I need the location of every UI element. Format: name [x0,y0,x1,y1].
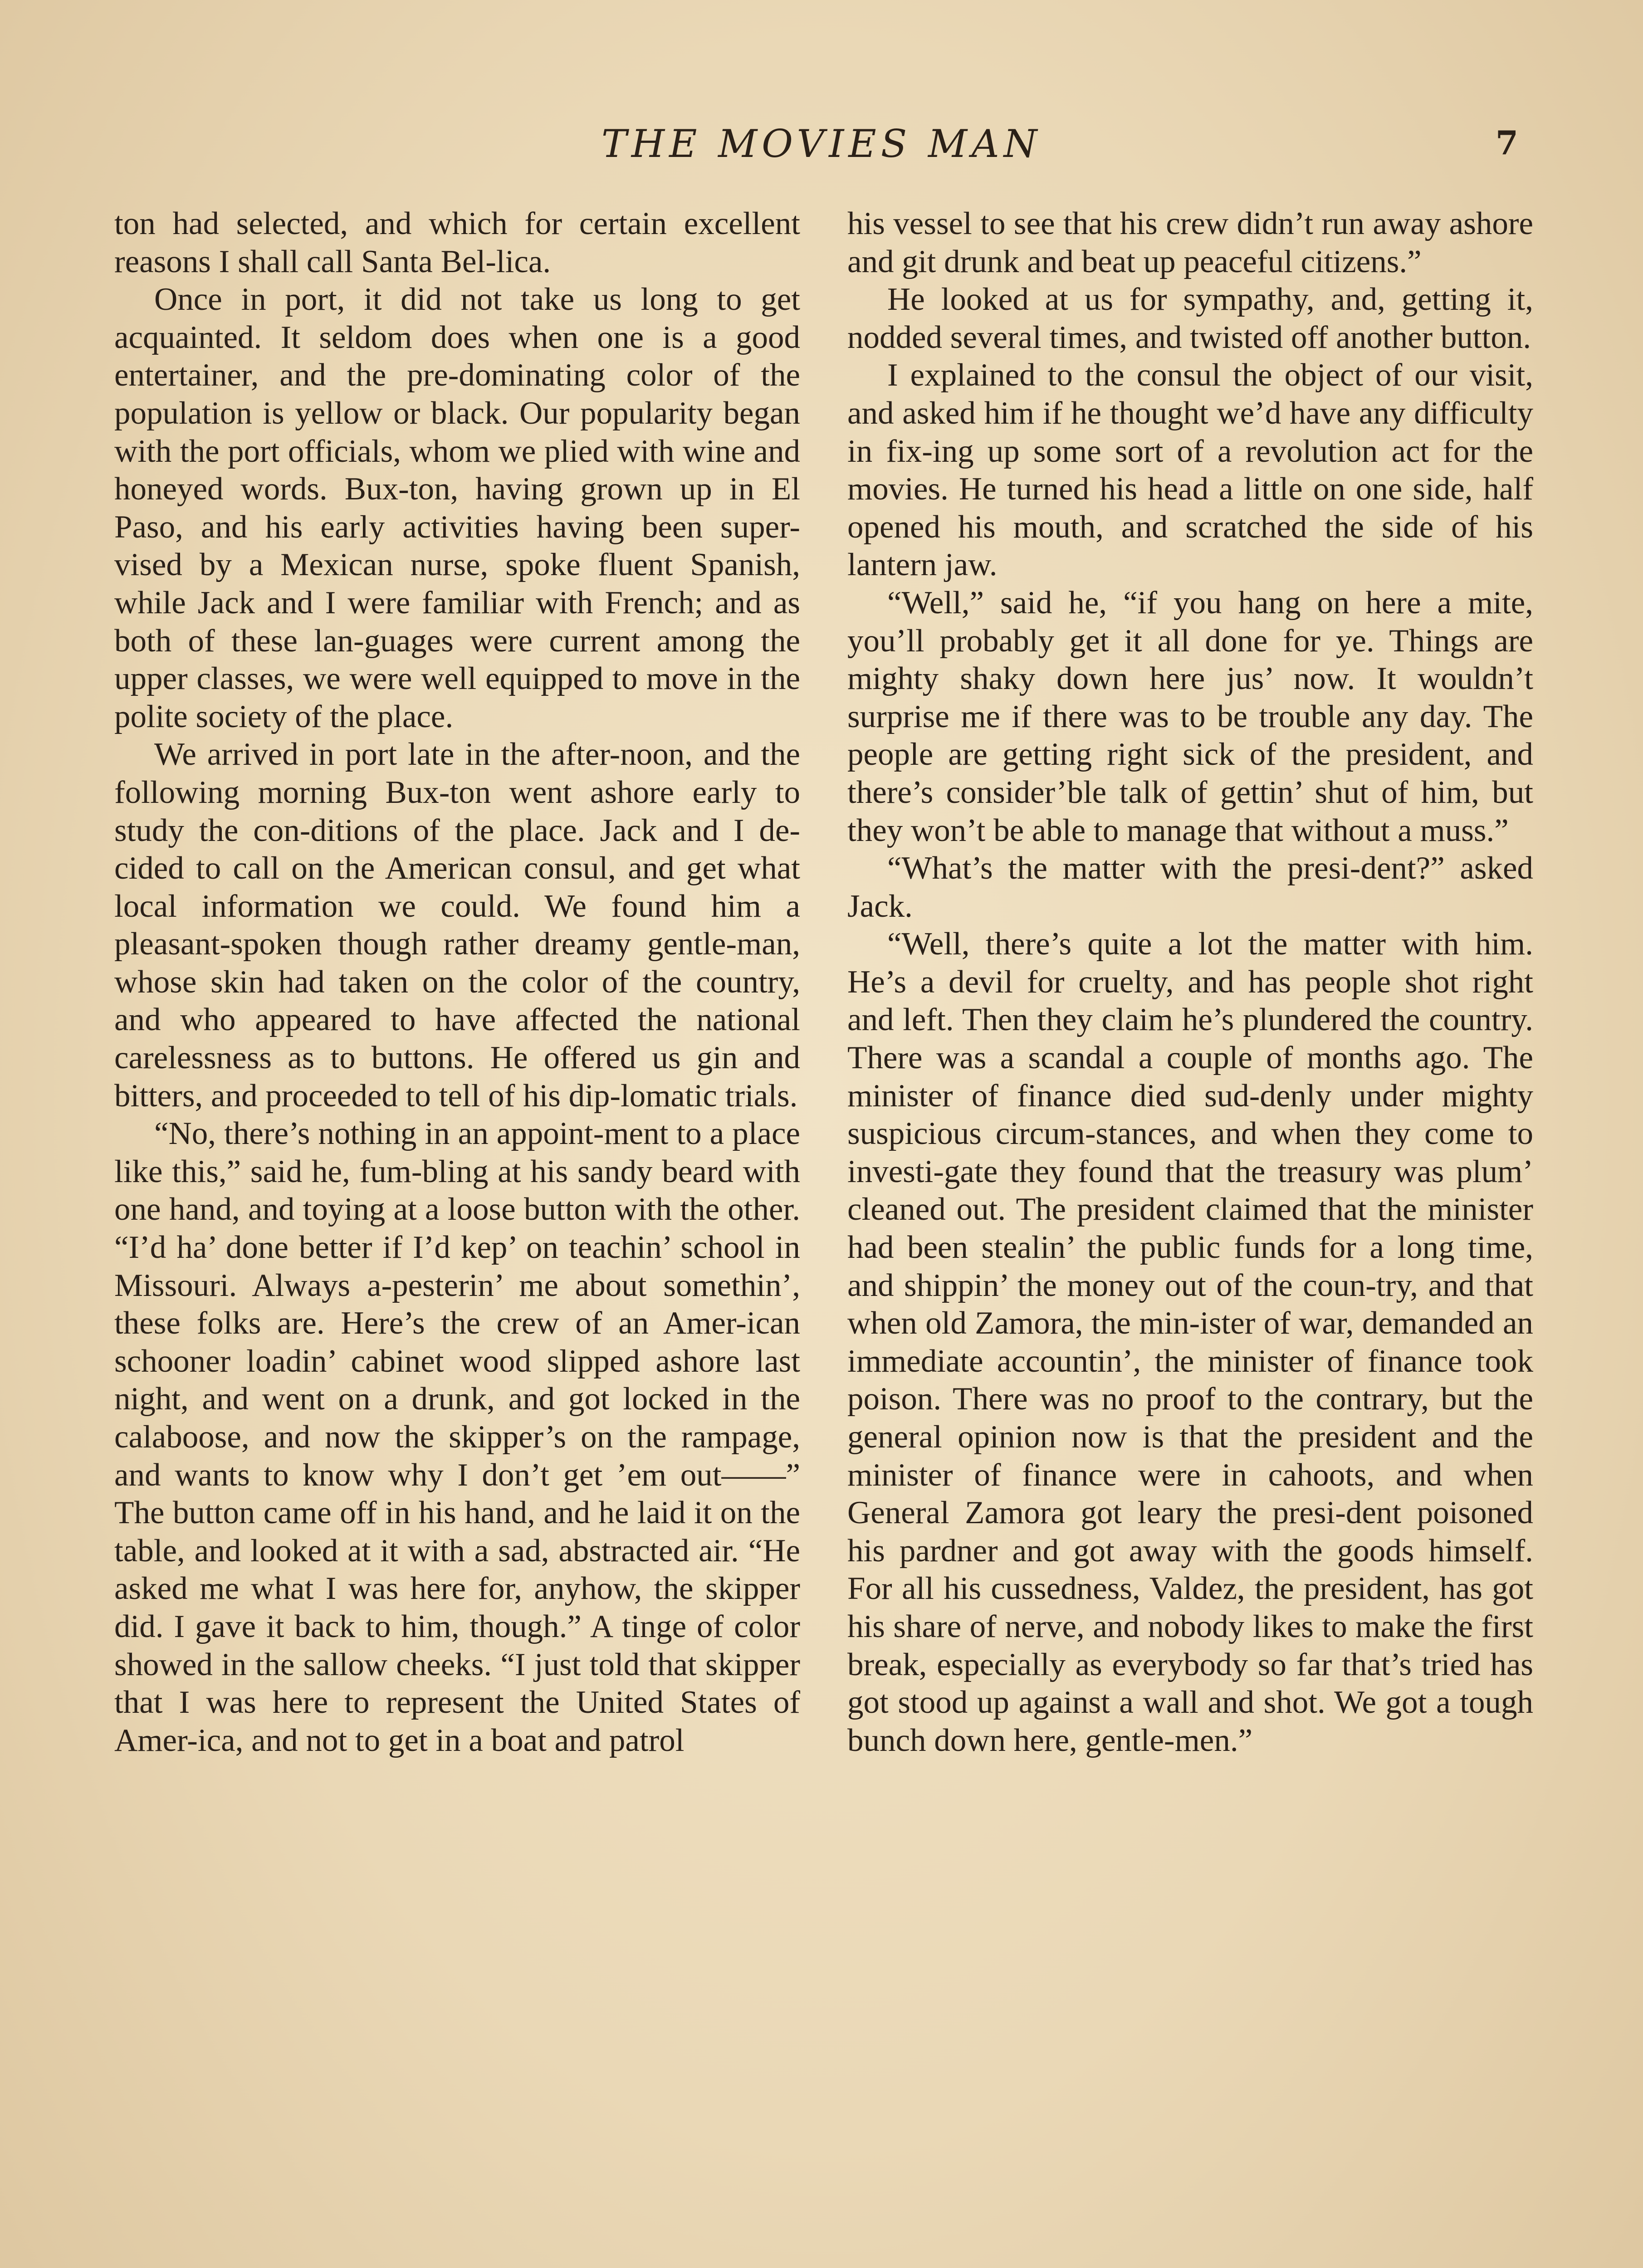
paragraph: “No, there’s nothing in an appoint-ment to a place like this,” said he, fum-bling at his sandy beard with one hand, and toying at a loose button with the other. “I’d ha’ done better if I’d kep’ on teachin’ school in Missouri. Always a-pesterin’ me about somethin’, these folks are. Here’s the crew of an Amer-ican schooner loadin’ cabinet wood slipped ashore last night, and went on a drunk, and got locked in the calaboose, and now the skipper’s on the rampage, and wants to know why I don’t get ’em out——” The button came off in his hand, and he laid it on the table, and looked at it with a sad, abstracted air. “He asked me what I was here for, anyhow, the skipper did. I gave it back to him, though.” A tinge of color showed in the sallow cheeks. “I just told that skipper that I was here to represent the United States of Amer-ica, and not to get in a boat and patrol [114,1116,800,1758]
paragraph: He looked at us for sympathy, and, getting it, nodded several times, and twisted off another button. [847,282,1533,355]
left-column [114,205,800,1760]
paragraph: Once in port, it did not take us long to get acquainted. It seldom does when one is a good entertainer, and the pre-dominating color of the population is yellow or black. Our popularity began with the port officials, whom we plied with wine and honeyed words. Bux-ton, having grown up in El Paso, and his early activities having been super-vised by a Mexican nurse, spoke fluent Spanish, while Jack and I were familiar with French; and as both of these lan-guages were current among the upper classes, we were well equipped to move in the polite society of the place. [114,282,800,734]
paragraph: I explained to the consul the object of our visit, and asked him if he thought we’d have any difficulty in fix-ing up some sort of a revolution act for the movies. He turned his head a little on one side, half opened his mouth, and scratched the side of his lantern jaw. [847,357,1533,583]
running-title: THE MOVIES MAN [601,122,1042,166]
paragraph: ton had selected, and which for certain excellent reasons I shall call Santa Bel-lica. [114,206,800,279]
paragraph: “Well,” said he, “if you hang on here a mite, you’ll probably get it all done for ye. Things are mighty shaky down here jus’ now. It wouldn’t surprise me if there was to be trouble any day. The people are getting right sick of the president, and there’s consider’ble talk of gettin’ shut of him, but they won’t be able to manage that without a muss.” [847,585,1533,848]
paragraph: “Well, there’s quite a lot the matter with him. He’s a devil for cruelty, and has people shot right and left. Then they claim he’s plundered the country. There was a scandal a couple of months ago. The minister of finance died sud-denly under mighty suspicious circum-stances, and when they come to investi-gate they found that the treasury was plum’ cleaned out. The president claimed that the minister had been stealin’ the public funds for a long time, and shippin’ the money out of the coun-try, and that when old Zamora, the min-ister of war, demanded an immediate accountin’, the minister of finance took poison. There was no proof to the contrary, but the general opinion now is that the president and the minister of finance were in cahoots, and when General Zamora got leary the presi-dent poisoned his pardner and got away with the goods himself. For all his cussedness, Valdez, the president, has got his share of nerve, and nobody likes to make the first break, especially as everybody so far that’s tried has got stood up against a wall and shot. We got a tough bunch down here, gentle-men.” [847,926,1533,1758]
page-number: 7 [1495,123,1518,162]
paragraph: “What’s the matter with the presi-dent?” asked Jack. [847,850,1533,924]
paragraph: We arrived in port late in the after-noon, and the following morning Bux-ton went ashore early to study the con-ditions of the place. Jack and I de-cided to call on the American consul, and get what local information we could. We found him a pleasant-spoken though rather dreamy gentle-man, whose skin had taken on the color of the country, and who appeared to have affected the national carelessness as to buttons. He offered us gin and bitters, and proceeded to tell of his dip-lomatic trials. [114,737,800,1114]
page-header [0,122,1643,171]
paragraph: his vessel to see that his crew didn’t run away ashore and git drunk and beat up peaceful citizens.” [847,206,1533,279]
right-column [847,205,1533,1760]
